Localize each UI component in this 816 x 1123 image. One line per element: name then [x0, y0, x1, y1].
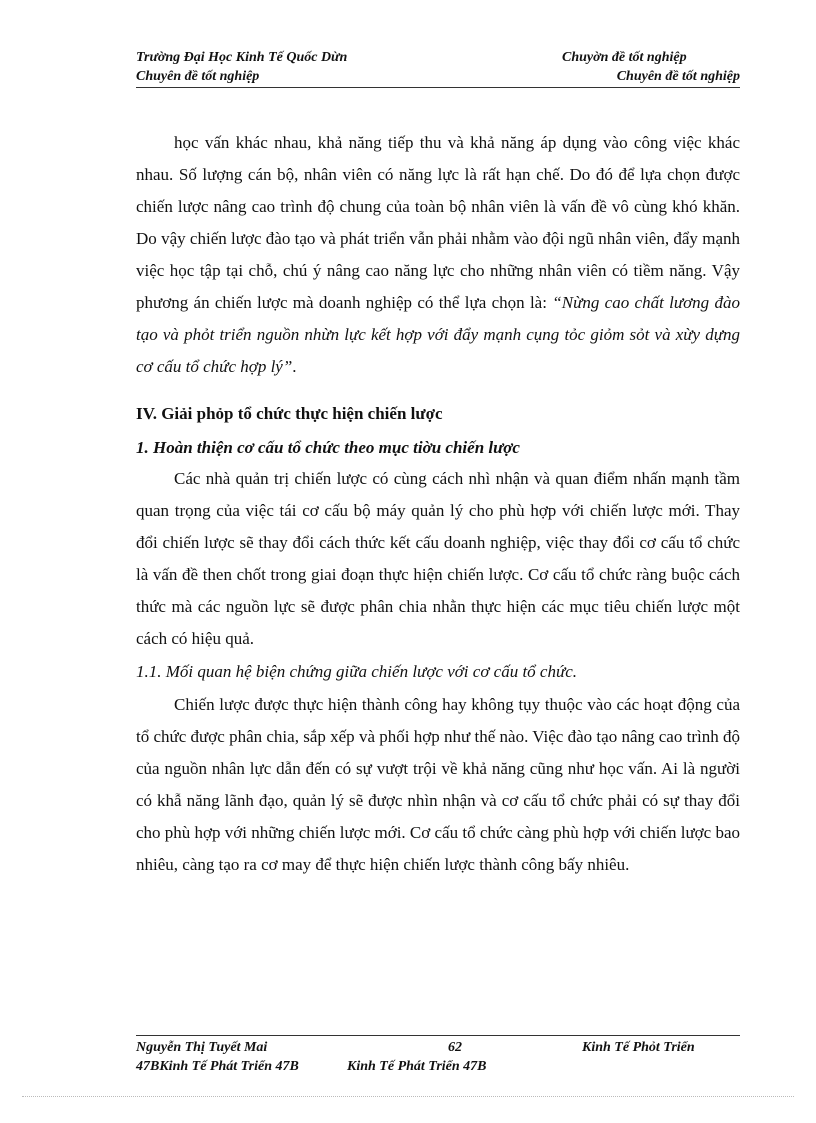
page-edge-dotted-line [22, 1096, 794, 1097]
footer-class-left: 47BKinh Tế Phát Triển 47B [136, 1059, 299, 1074]
footer-department: Kinh Tế Phỏt Triển [582, 1040, 695, 1055]
header-topic-right: Chuyên đề tốt nghiệp [616, 69, 740, 84]
paragraph-1-quote: “Nừng cao chất lương đào tạo và phỏt triển nguồn nhừn lực kết hợp với đẩy mạnh cụng tỏc giỏm sỏt và xừy dựng cơ cấu tổ chức hợp lý” [136, 293, 741, 376]
paragraph-3: Chiến lược được thực hiện thành công hay không tụy thuộc vào các hoạt động của tổ chức được phân chia, sắp xếp và phối hợp như thế nào. Việc đào tạo nâng cao trình độ của nguồn nhân lực dẫn đến có sự vượt trội về khả năng cũng như học vấn. Ai là người có khẫ năng lãnh đạo, quản lý sẽ được nhìn nhận và cơ cấu tổ chức phải có sự thay đổi cho phù hợp với những chiến lược mới. Cơ cấu tổ chức càng phù hợp với chiến lược bao nhiêu, càng tạo ra cơ may để thực hiện chiến lược thành công bấy nhiêu. [136, 695, 741, 874]
subsection-heading: 1. Hoàn thiện cơ cấu tổ chức theo mục tiờu chiến lược [136, 438, 520, 457]
footer-author: Nguyễn Thị Tuyết Mai [136, 1040, 268, 1055]
footer-rule [136, 1035, 740, 1036]
header-school-name: Trường Đại Học Kinh Tế Quốc Dừn [136, 50, 348, 65]
page-number: 62 [448, 1040, 462, 1055]
header-rule [136, 87, 740, 88]
paragraph-1 [136, 127, 740, 383]
subsubsection-heading: 1.1. Mối quan hệ biện chứng giữa chiến lược với cơ cấu tổ chức. [136, 662, 578, 681]
paragraph-2: Các nhà quản trị chiến lược có cùng cách nhì nhận và quan điểm nhấn mạnh tầm quan trọng của việc tái cơ cấu bộ máy quản lý cho phù hợp với chiến lược mới. Thay đổi chiến lược sẽ thay đổi cách thức kết cấu doanh nghiệp, việc thay đổi cơ cấu tổ chức là vấn đề then chốt trong giai đoạn thực hiện chiến lược. Cơ cấu tổ chức ràng buộc cách thức mà các nguồn lực sẽ được phân chia nhằn thực hiện các mục tiêu chiến lược một cách có hiệu quả. [136, 469, 740, 648]
section-heading: IV. Giải phỏp tổ chức thực hiện chiến lược [136, 404, 443, 423]
paragraph-1-end: . [292, 357, 297, 376]
footer-class-mid: Kinh Tế Phát Triển 47B [347, 1059, 487, 1074]
paragraph-1-text: học vấn khác nhau, khả năng tiếp thu và khả năng áp dụng vào công việc khác nhau. Số lượng cán bộ, nhân viên có năng lực là rất hạn chế. Do đó để lựa chọn được chiến lược nâng cao trình độ chung của toàn bộ nhân viên là vấn đề vô cùng khó khăn. Do vậy chiến lược đào tạo và phát triển vẫn phải nhằm vào đội ngũ nhân viên, đẩy mạnh việc học tập tại chỗ, chú ý nâng cao năng lực cho những nhân viên có tiềm năng. Vậy phương án chiến lược mà doanh nghiệp có thể lựa chọn là: [136, 133, 740, 312]
page-body [136, 127, 740, 881]
header-topic-label: Chuyờn đề tốt nghiệp [562, 50, 687, 65]
header-topic-left: Chuyên đề tốt nghiệp [136, 69, 260, 84]
